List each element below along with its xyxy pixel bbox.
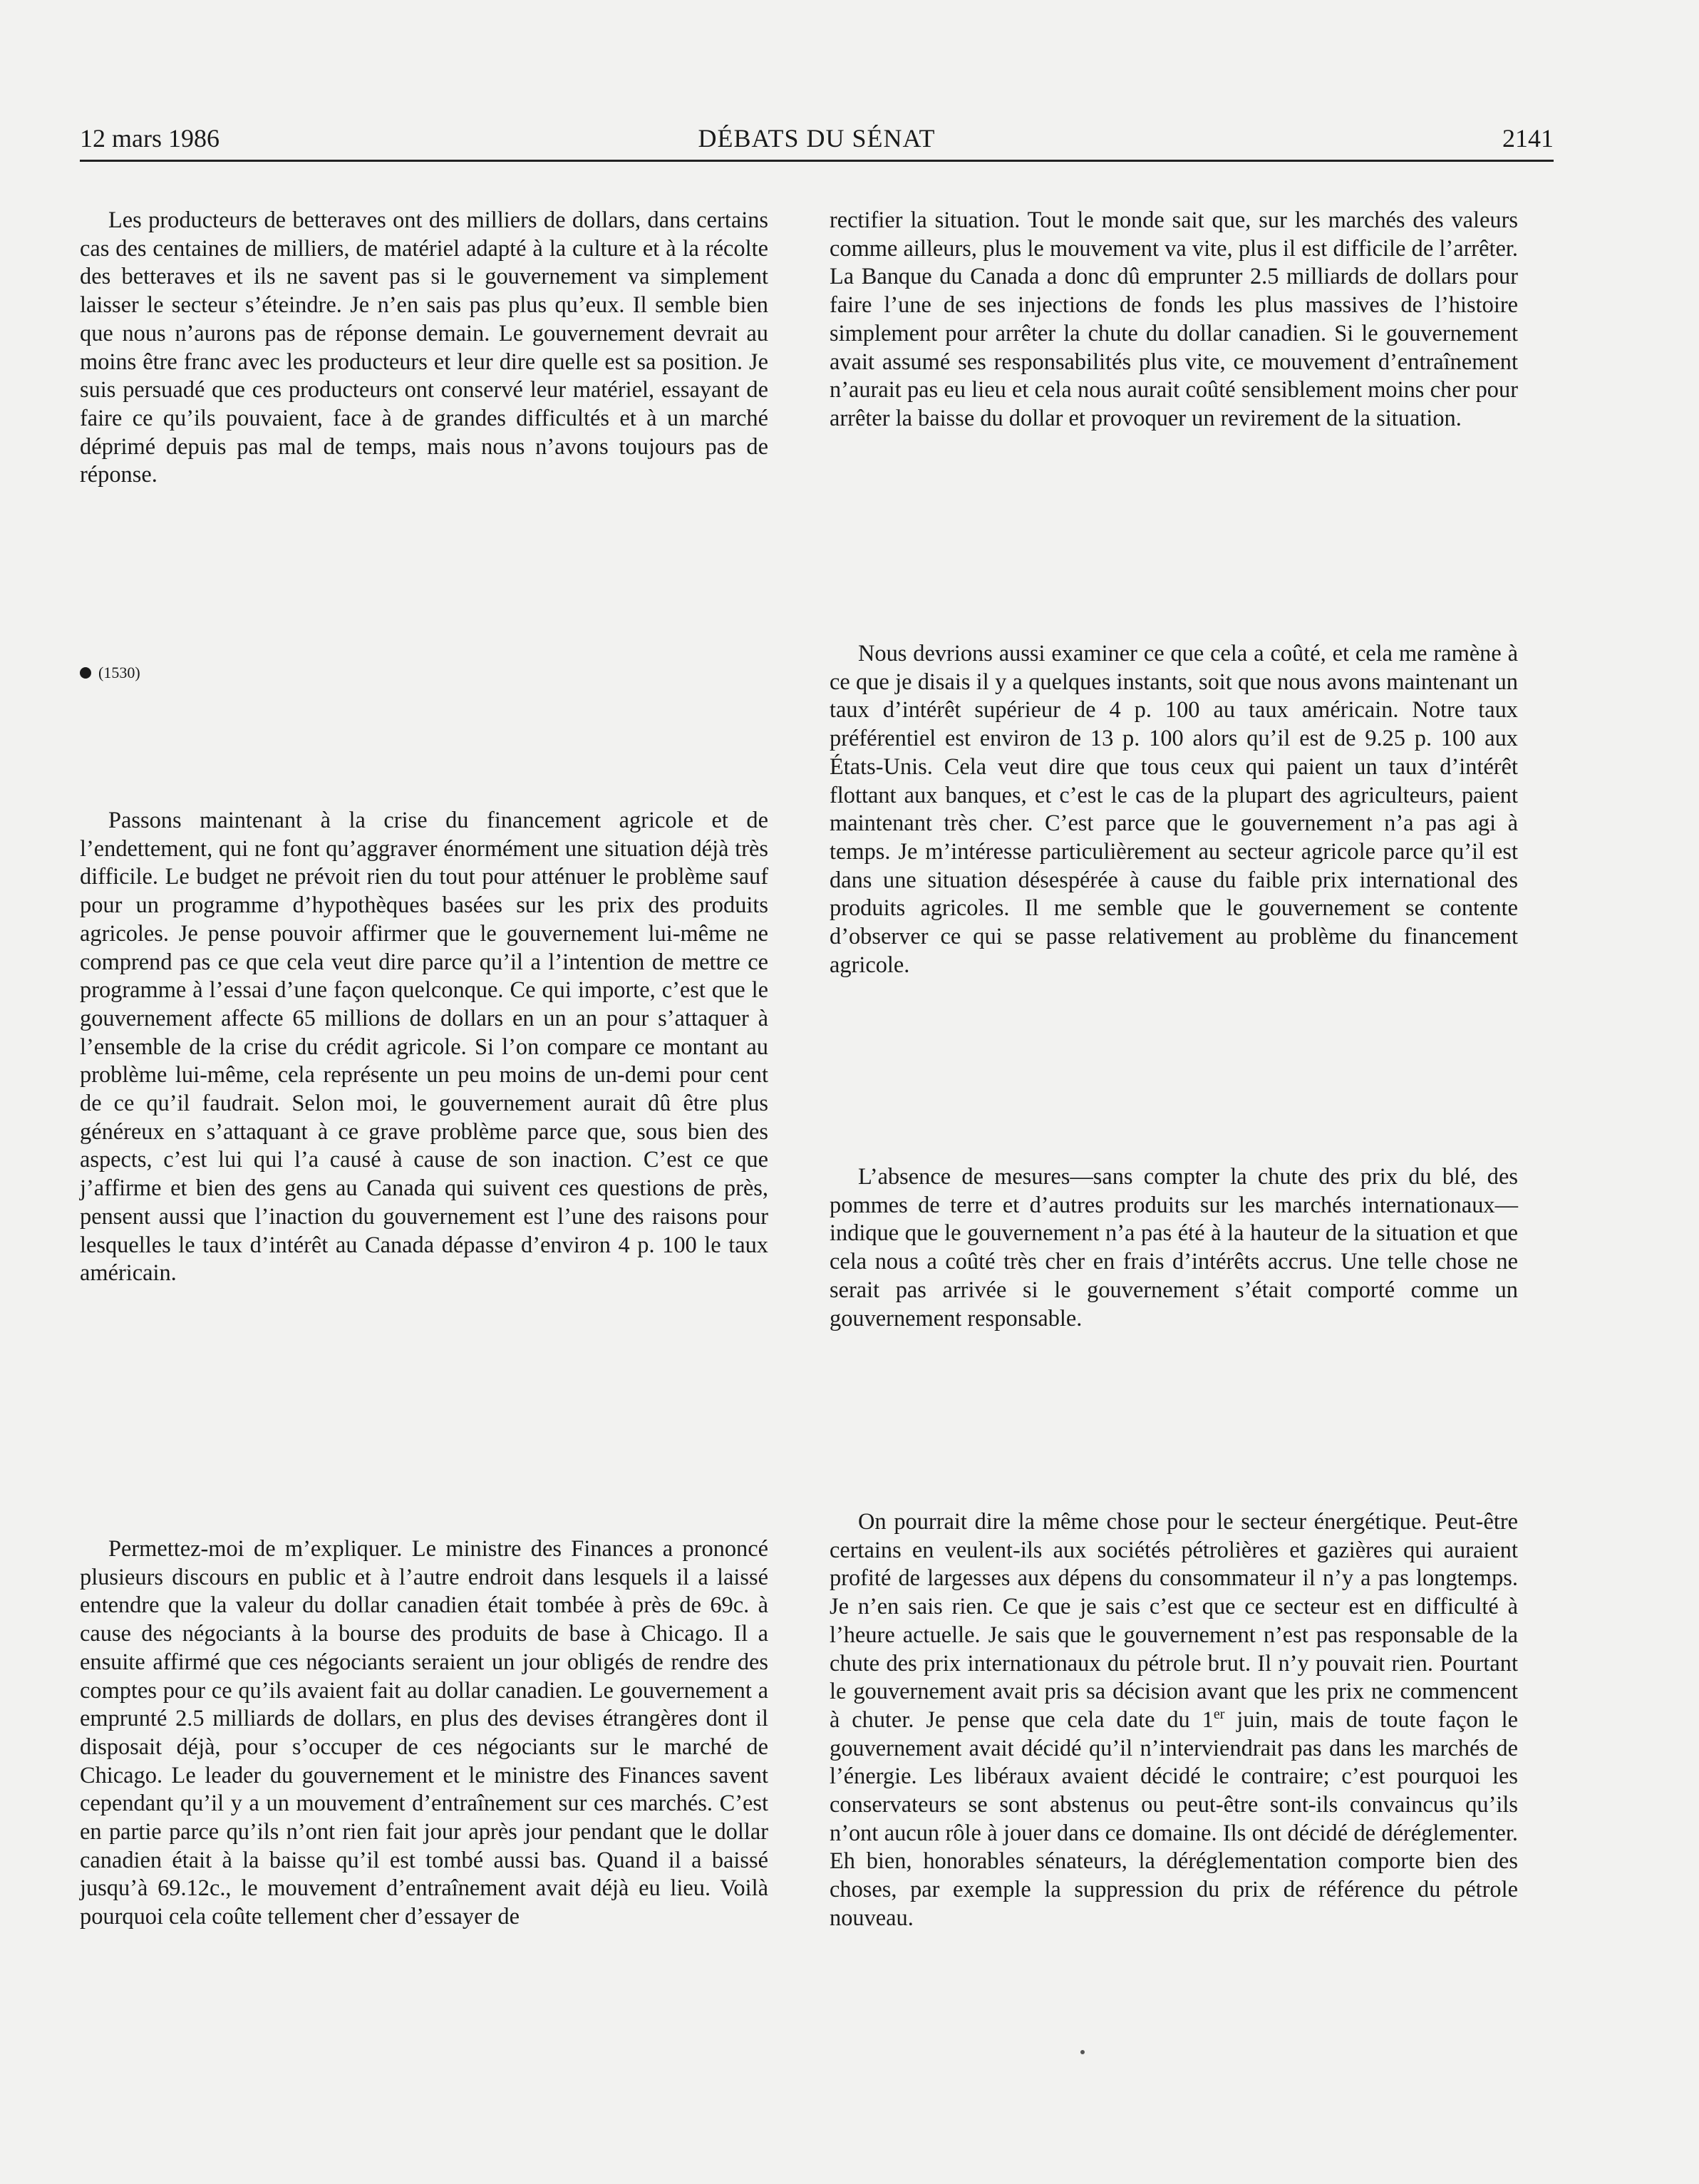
time-marker [80, 663, 140, 683]
right-column-block-3 [830, 1163, 1518, 1333]
time-marker-label: (1530) [98, 664, 140, 681]
page-speck [1080, 2050, 1085, 2054]
bullet-icon [80, 667, 91, 679]
paragraph: Passons maintenant à la crise du financement agricole et de l’endettement, qui ne font qu’aggraver énormément une situation déjà très difficile. Le budget ne prévoit rien du tout pour atténuer le problème sauf pour un programme d’hypothèques basées sur les prix des produits agricoles. Je pense pouvoir affirmer que le gouvernement lui-même ne comprend pas ce que cela veut dire parce qu’il a l’intention de mettre ce programme à l’essai d’une façon quelconque. Ce qui importe, c’est que le gouvernement affecte 65 millions de dollars en un an pour s’attaquer à l’ensemble de la crise du crédit agricole. Si l’on compare ce montant au problème lui-même, cela représente un peu moins de un-demi pour cent de ce qu’il faudrait. Selon moi, le gouvernement aurait dû être plus généreux en s’attaquant à ce grave problème parce que, sous bien des aspects, c’est lui qui l’a causé à cause de son inaction. C’est ce que j’affirme et bien des gens au Canada qui suivent ces questions de près, pensent aussi que l’inaction du gouvernement est l’une des raisons pour lesquelles le taux d’intérêt au Canada dépasse d’environ 4 p. 100 le taux américain. [80, 808, 768, 1287]
header-page-number: 2141 [1502, 124, 1554, 153]
paragraph: Les producteurs de betteraves ont des milliers de dollars, dans certains cas des centaines de milliers, de matériel adapté à la culture et à la récolte des betteraves et ils ne savent pas si le gouvernement va simplement laisser le secteur s’éteindre. Je n’en sais pas plus qu’eux. Il semble bien que nous n’aurons pas de réponse demain. Le gouvernement devrait au moins être franc avec les producteurs et leur dire quelle est sa position. Je suis persuadé que ces producteurs ont conservé leur matériel, essayant de faire ce qu’ils pouvaient, face à de grandes difficultés et à un marché déprimé depuis pas mal de temps, mais nous n’avons toujours pas de réponse. [80, 207, 768, 488]
right-column-block-1 [830, 207, 1518, 433]
right-column-block-2 [830, 640, 1518, 979]
paragraph-continued: rectifier la situation. Tout le monde sait que, sur les marchés des valeurs comme ailleurs, plus le mouvement va vite, plus il est difficile de l’arrêter. La Banque du Canada a donc dû emprunter 2.5 milliards de dollars pour faire l’une de ses injections de fonds les plus massives de l’histoire simplement pour arrêter la chute du dollar canadien. Si le gouvernement avait assumé ses responsabilités plus vite, ce mouvement d’entraînement n’aurait pas eu lieu et cela nous aurait coûté sensiblement moins cher pour arrêter la baisse du dollar et provoquer un revirement de la situation. [830, 207, 1518, 431]
header-title: DÉBATS DU SÉNAT [698, 124, 936, 153]
header-date: 12 mars 1986 [80, 124, 220, 153]
paragraph: L’absence de mesures—sans compter la chute des prix du blé, des pommes de terre et d’autres produits sur les marchés internationaux—indique que le gouvernement n’a pas été à la hauteur de la situation et que cela nous a coûté très cher en frais d’intérêts accrus. Une telle chose ne serait pas arrivée si le gouvernement s’était comporté comme un gouvernement responsable. [830, 1164, 1518, 1331]
page-header [80, 123, 1554, 162]
paragraph: Permettez-moi de m’expliquer. Le ministre des Finances a prononcé plusieurs discours en public et à l’autre endroit dans lesquels il a laissé entendre que la valeur du dollar canadien était tombée à près de 69c. à cause des négociants à la bourse des produits de base à Chicago. Il a ensuite affirmé que ces négociants seraient un jour obligés de rendre des comptes pour ce qu’ils avaient fait au dollar canadien. Le gouvernement a emprunté 2.5 milliards de dollars, en plus des devises étrangères dont il disposait déjà, pour s’occuper de ces négociants sur le marché de Chicago. Le leader du gouvernement et le ministre des Finances savent cependant qu’il y a un mouvement d’entraînement sur ces marchés. C’est en partie parce qu’ils n’ont rien fait jour après jour pendant que le dollar canadien était à la baisse qu’il est tombé aussi bas. Quand il a baissé jusqu’à 69.12c., le mouvement d’entraînement avait déjà eu lieu. Voilà pourquoi cela coûte tellement cher d’essayer de [80, 1536, 768, 1930]
left-column-block-3 [80, 1535, 768, 1932]
right-column-block-4 [830, 1508, 1518, 1933]
left-column-block-2 [80, 807, 768, 1288]
left-column-block-1 [80, 207, 768, 490]
paragraph: Nous devrions aussi examiner ce que cela a coûté, et cela me ramène à ce que je disais il y a quelques instants, soit que nous avons maintenant un taux d’intérêt supérieur de 4 p. 100 au taux américain. Notre taux préférentiel est environ de 13 p. 100 alors qu’il est de 9.25 p. 100 aux États-Unis. Cela veut dire que tous ceux qui paient un taux d’intérêt flottant aux banques, et c’est le cas de la plupart des agriculteurs, paient maintenant très cher. C’est parce que le gouvernement n’a pas agi à temps. Je m’intéresse particulièrement au secteur agricole parce qu’il est dans une situation désespérée à cause du faible prix international des produits agricoles. Il me semble que le gouvernement se contente d’observer ce qui se passe relativement au problème du financement agricole. [830, 641, 1518, 978]
paragraph: On pourrait dire la même chose pour le secteur énergétique. Peut-être certains en veulent-ils aux sociétés pétrolières et gazières qui auraient profité de largesses aux dépens du consommateur il n’y a pas longtemps. Je n’en sais rien. Ce que je sais c’est que ce secteur est en difficulté à l’heure actuelle. Je sais que le gouvernement n’est pas responsable de la chute des prix internationaux du pétrole brut. Il n’y pouvait rien. Pourtant le gouvernement avait pris sa décision avant que les prix ne commencent à chuter. Je pense que cela date du 1er juin, mais de toute façon le gouvernement avait décidé qu’il n’interviendrait pas dans les marchés de l’énergie. Les libéraux avaient décidé le contraire; c’est pourquoi les conservateurs se sont abstenus ou peut-être sont-ils convaincus qu’ils n’ont aucun rôle à jouer dans ce domaine. Ils ont décidé de déréglementer. Eh bien, honorables sénateurs, la déréglementation comporte bien des choses, par exemple la suppression du prix de référence du pétrole nouveau. [830, 1509, 1518, 1931]
